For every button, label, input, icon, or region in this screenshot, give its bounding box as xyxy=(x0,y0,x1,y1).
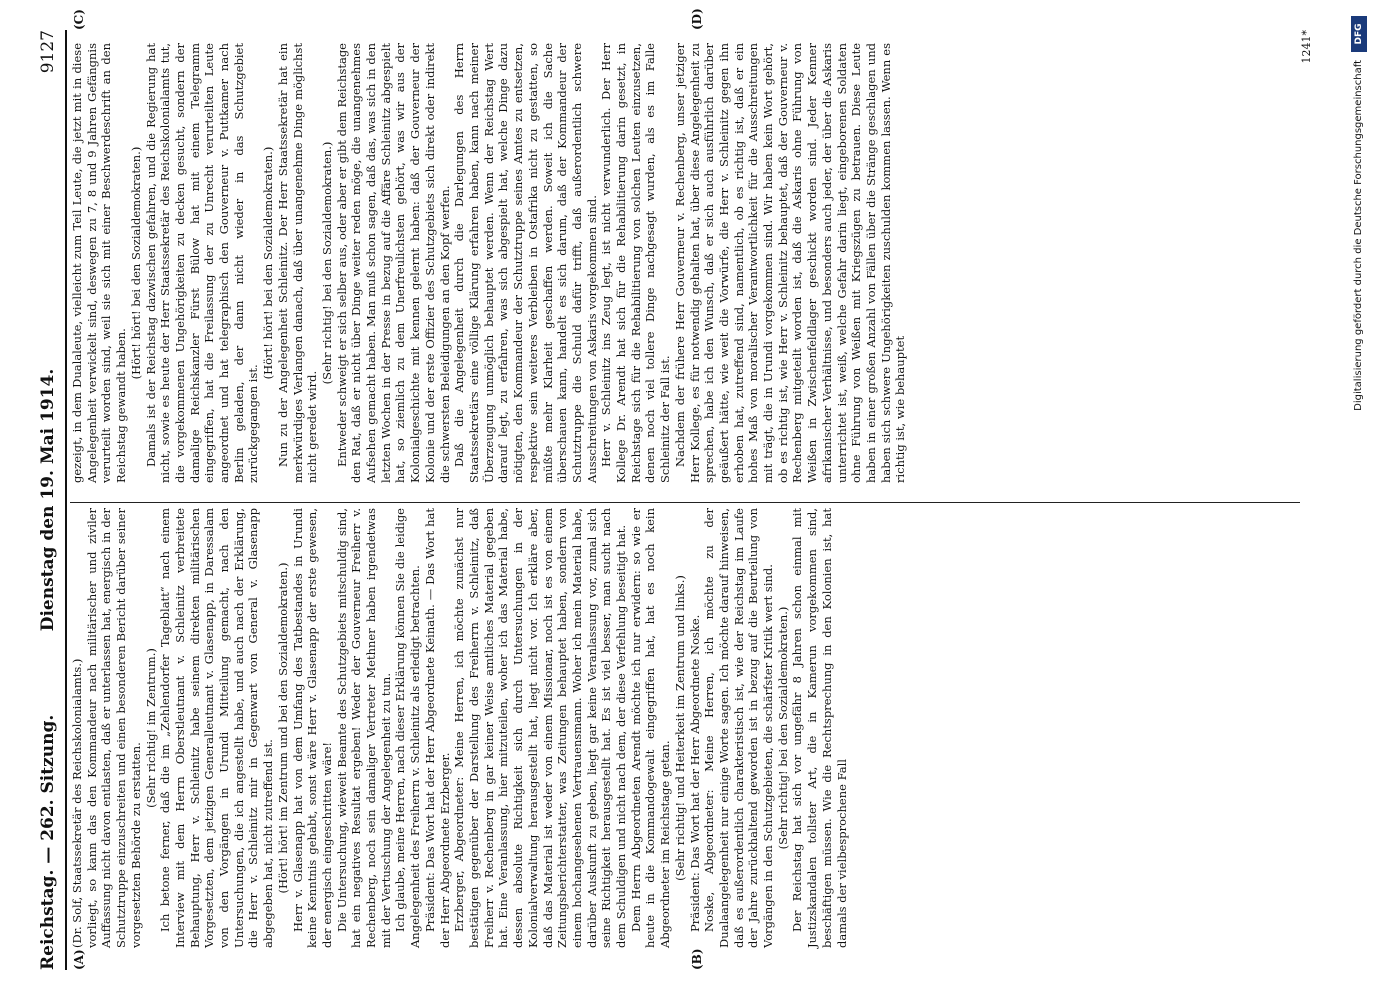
paragraph: (Dr. Solf, Staatssekretär des Reichskolonialamts.) xyxy=(70,658,84,948)
header-left: Reichstag. — 262. Sitzung. xyxy=(38,714,58,970)
paragraph: Ich glaube, meine Herren, nach dieser Erklärung können Sie die leidige Angelegenheit des Freiherrn v. Schleinitz als erledigt betrachten. xyxy=(393,508,423,948)
paragraph: Nachdem der frühere Herr Gouverneur v. Rechenberg, unser jetziger Herr Kollege, es für notwendig gehalten hat, über diese Angelegenheit zu sprechen, habe ich den Wunsch, daß er sich auch ausführlich darüber geäußert hätte, wie weit die Vorwürfe, die Herr v. Schleinitz gegen ihn erhoben hat, zutreffend sind, namentlich, ob es richtig ist, daß er ein hohes Maß von moralischer Verantwortlichkeit für die Ausschreitungen mit trägt, die in Urundi vorgekommen sind. Wir haben kein Wort gehört, ob es richtig ist, wie Herr v. Schleinitz behauptet, daß der Gouverneur v. Rechenberg mitgeteilt worden ist, daß die Askaris ohne Führung von Weißen in Zwischenfeldlager geschickt worden sind. Jeder Kenner afrikanischer Verhältnisse, und besonders auch jeder, der über die Askaris unterrichtet ist, weiß, welche Gefahr darin liegt, eingeborenen Soldaten ohne Führung von Weißen mit Kriegszügen zu betrauen. Diese Leute haben in einer großen Anzahl von Fällen über die Stränge geschlagen und haben sich schwere Ungehörigkeiten zuschulden kommen lassen. Wenn es richtig ist, wie behauptet xyxy=(672,43,908,483)
margin-mark-b: (B) xyxy=(690,948,704,970)
paragraph: (Sehr richtig! im Zentrum.) xyxy=(143,648,158,808)
paragraph: Herr v. Glasenapp hat von dem Umfang des Tatbestandes in Urundi keine Kenntnis gehabt, sonst wäre Herr v. Glasenapp der erste gewesen, der energisch eingeschritten wäre! xyxy=(290,508,334,948)
header-rule xyxy=(65,30,67,970)
right-column xyxy=(70,43,908,483)
digitization-note: Digitalisierung gefördert durch die Deutsche Forschungsgemeinschaft xyxy=(1353,60,1364,411)
paragraph: Noske, Abgeordneter: Meine Herren, ich möchte zu der Dualaangelegenheit nur einige Worte sagen. Ich möchte darauf hinweisen, daß es außerordentlich charakteristisch ist, wie der Reichstag im Laufe der Jahre zurückhaltend geworden ist in bezug auf die Beurteilung von Vorgängen in den Schutzgebieten, die schärfster Kritik wert sind. xyxy=(702,508,776,948)
paragraph: (Hört! hört! bei den Sozialdemokraten.) xyxy=(128,146,143,380)
paragraph: vorliegt, so kann das den Kommandeur nach militärischer und ziviler Auffassung nicht davon entlasten, daß er unterlassen hat, energisch in der Schutztruppe einzuschreiten und einen besonderen Bericht darüber seiner vorgesetzten Behörde zu erstatten. xyxy=(84,508,143,948)
margin-mark-a: (A) xyxy=(72,949,86,970)
paragraph: (Hört! hört! bei den Sozialdemokraten.) xyxy=(261,146,276,380)
paragraph: Die Untersuchung, wieweit Beamte des Schutzgebiets mitschuldig sind, hat ein negatives Resultat ergeben! Weder der Gouverneur Freiherr v. Rechenberg, noch sein damaliger Vertreter Methner haben irgendetwas mit der Vertuschung der Angelegenheit zu tun. xyxy=(334,508,393,948)
column-divider xyxy=(70,502,1300,503)
left-column xyxy=(70,508,849,948)
paragraph: Herr v. Schleinitz ins Zeug legt, ist nicht verwunderlich. Der Herr Kollege Dr. Arendt hat sich für die Rehabilitierung darin gesetzt, in Reichstage sich für die Rehabilitierung von solchen Leuten einzusetzen, denen noch viel tollere Dinge nachgesagt wurden, als es im Falle Schleinitz der Fall ist. xyxy=(599,43,673,483)
paragraph: Damals ist der Reichstag dazwischen gefahren, und die Regierung hat nicht, sowie es heute der Herr Staatssekretär des Reichskolonialamts tut, die vorgekommenen Ungehörigkeiten zu decken gesucht, sondern der damalige Reichskanzler Fürst Bülow hat mit einem Telegramm eingegriffen, hat die Freilassung der zu Unrecht verurteilten Leute angeordnet und hat telegraphisch den Gouverneur v. Puttkamer nach Berlin geladen, der dann nicht wieder in das Schutzgebiet zurückgegangen ist. xyxy=(143,43,261,483)
side-credit xyxy=(1345,10,1375,990)
page-header xyxy=(38,30,62,970)
page-number: 9127 xyxy=(38,30,58,74)
paragraph: Ich betone ferner, daß die im „Zehlendorfer Tageblatt“ nach einem Interview mit dem Herrn Oberstleutnant v. Schleinitz verbreitete Behauptung, Herr v. Schleinitz habe seinem direkten militärischen Vorgesetzten, dem jetzigen Generalleutnant v. Glasenapp, in Daressalam von den Vorgängen in Urundi Mitteilung gemacht, nach den Untersuchungen, die ich angestellt habe, und auch nach der Erklärung, die Herr v. Schleinitz mir in Gegenwart von General v. Glasenapp abgegeben hat, nicht zutreffend ist. xyxy=(158,508,276,948)
paragraph: (Sehr richtig! und Heiterkeit im Zentrum und links.) xyxy=(672,575,687,881)
margin-mark-c: (C) xyxy=(72,9,86,30)
margin-mark-d: (D) xyxy=(690,8,704,30)
paragraph: Erzberger, Abgeordneter: Meine Herren, ich möchte zunächst nur bestätigen gegenüber der Darstellung des Freiherrn v. Schleinitz, daß Freiherr v. Rechenberg in gar keiner Weise amtliches Material gegeben hat. Eine Veranlassung, hier mitzuteilen, woher ich das Material habe, dessen absolute Richtigkeit sich durch Untersuchungen in der Kolonialverwaltung herausgestellt hat, liegt nicht vor. Ich erkläre aber, daß das Material ist weder von einem Missionar, noch ist es von einem Zeitungsberichterstatter, was Zeitungen behauptet haben, sondern von einem hochangesehenen Vertrauensmann. Woher ich mein Material habe, darüber Auskunft zu geben, liegt gar keine Veranlassung vor, zumal sich seine Richtigkeit herausgestellt hat. Es ist viel besser, man sucht nach dem Schuldigen und nicht nach dem, der diese Verfehlung beseitigt hat. xyxy=(452,508,629,948)
header-date: Dienstag den 19. Mai 1914. xyxy=(38,368,58,632)
paragraph: Dem Herrn Abgeordneten Arendt möchte ich nur erwidern: so wie er heute in die Kommandogewalt eingegriffen hat, hat es noch kein Abgeordneter im Reichstage getan. xyxy=(628,508,673,948)
paragraph: gezeigt, in dem Dualaleute, vielleicht zum Teil Leute, die jetzt mit in diese Angelegenheit verwickelt sind, deswegen zu 7, 8 und 9 Jahren Gefängnis verurteilt worden sind, weil sie sich mit einer Beschwerdeschrift an den Reichstag gewandt haben. xyxy=(70,43,129,483)
paragraph: Der Reichstag hat sich vor ungefähr 8 Jahren schon einmal mit Justizskandalen tollster Art, die in Kamerun vorgekommen sind, beschäftigen müssen. Wie die Rechtsprechung in den Kolonien ist, hat damals der vielbesprochene Fall xyxy=(790,508,849,948)
dfg-logo: DFG xyxy=(1351,16,1367,52)
paragraph: Entweder schweigt er sich selber aus, oder aber er gibt dem Reichstage den Rat, daß er nicht über Dinge weiter reden möge, die unangenehmes Aufsehen gemacht haben. Man muß schon sagen, daß das, was sich in den letzten Wochen in der Presse in bezug auf die Affäre Schleinitz abgespielt hat, so ziemlich zu dem Unerfreulichsten gehört, was wir aus der Kolonialgeschichte mit kennen gelernt haben: daß der Gouverneur der Kolonie und der erste Offizier des Schutzgebiets sich direkt oder indirekt die schwersten Beleidigungen an den Kopf werfen. xyxy=(334,43,452,483)
paragraph: Präsident: Das Wort hat der Herr Abgeordnete Noske. xyxy=(687,614,702,932)
paragraph: Präsident: Das Wort hat der Herr Abgeordnete Keinath. — Das Wort hat der Herr Abgeordnete Erzberger. xyxy=(422,508,452,948)
paragraph: (Sehr richtig! bei den Sozialdemokraten.) xyxy=(775,606,790,850)
sheet-number: 1241* xyxy=(1300,30,1313,64)
paragraph: Nun zu der Angelegenheit Schleinitz. Der Herr Staatssekretär hat ein merkwürdiges Verlangen danach, daß über unangenehme Dinge möglichst nicht geredet wird. xyxy=(275,43,320,483)
paragraph: (Sehr richtig! bei den Sozialdemokraten.) xyxy=(319,141,334,385)
page-footer xyxy=(1300,30,1320,970)
paragraph: (Hört! hört! im Zentrum und bei den Sozialdemokraten.) xyxy=(275,562,290,894)
paragraph: Daß die Angelegenheit durch die Darlegungen des Herrn Staatssekretärs eine völlige Klärung erfahren haben, kann nach meiner Überzeugung unmöglich behauptet werden. Wenn der Reichstag Wert darauf legt, zu erfahren, was sich abgespielt hat, welche Dinge dazu nötigten, den Kommandeur der Schutztruppe seines Amtes zu entsetzen, respektive sein weiteres Verbleiben in Ostafrika nicht zu gestatten, so müßte mehr Klarheit geschaffen werden. Soweit ich die Sache überschauen kann, handelt es sich darum, daß der Kommandeur der Schutztruppe die Schuld dafür trifft, daß außerordentlich schwere Ausschreitungen von Askaris vorgekommen sind. xyxy=(452,43,599,483)
